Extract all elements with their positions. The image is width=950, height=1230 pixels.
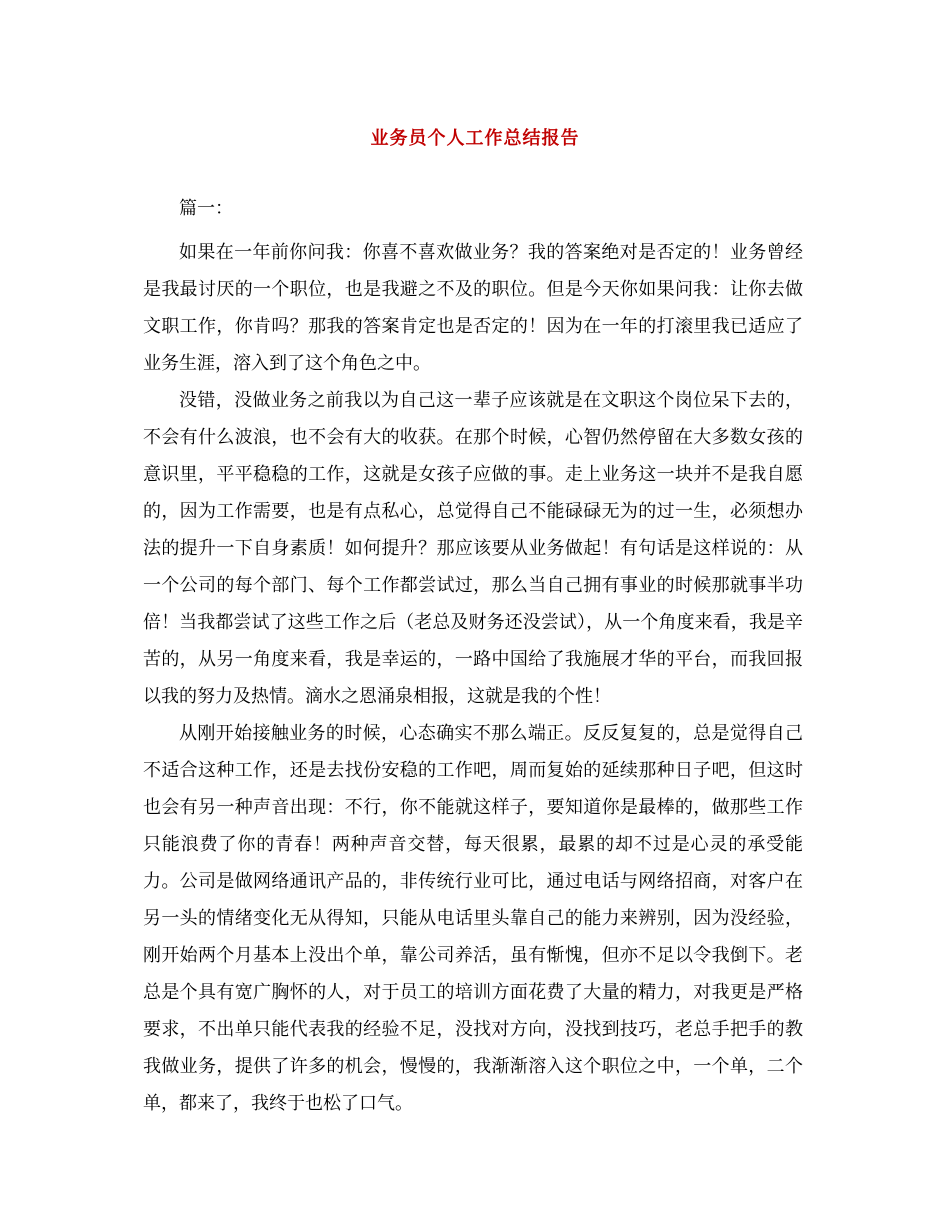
document-body [143, 190, 803, 1122]
paragraph-1: 如果在一年前你问我：你喜不喜欢做业务？我的答案绝对是否定的！业务曾经是我最讨厌的一个职位，也是我避之不及的职位。但是今天你如果问我：让你去做文职工作，你肯吗？那我的答案肯定也是否定的！因为在一年的打滚里我已适应了业务生涯，溶入到了这个角色之中。 [143, 242, 803, 374]
section-label: 篇一： [179, 198, 233, 219]
document-title: 业务员个人工作总结报告 [370, 128, 580, 149]
paragraph-3: 从刚开始接触业务的时候，心态确实不那么端正。反反复复的，总是觉得自己不适合这种工作，还是去找份安稳的工作吧，周而复始的延续那种日子吧，但这时也会有另一种声音出现：不行，你不能就这样子，要知道你是最棒的，做那些工作只能浪费了你的青春！两种声音交替，每天很累，最累的却不过是心灵的承受能力。公司是做网络通讯产品的，非传统行业可比，通过电话与网络招商，对客户在另一头的情绪变化无从得知，只能从电话里头靠自己的能力来辨别，因为没经验，刚开始两个月基本上没出个单，靠公司养活，虽有惭愧，但亦不足以令我倒下。老总是个具有宽广胸怀的人，对于员工的培训方面花费了大量的精力，对我更是严格要求，不出单只能代表我的经验不足，没找对方向，没找到技巧，老总手把手的教我做业务，提供了许多的机会，慢慢的，我渐渐溶入这个职位之中，一个单，二个单，都来了，我终于也松了口气。 [143, 723, 803, 1114]
paragraph-2: 没错，没做业务之前我以为自己这一辈子应该就是在文职这个岗位呆下去的，不会有什么波浪，也不会有大的收获。在那个时候，心智仍然停留在大多数女孩的意识里，平平稳稳的工作，这就是女孩子应做的事。走上业务这一块并不是我自愿的，因为工作需要，也是有点私心，总觉得自己不能碌碌无为的过一生，必须想办法的提升一下自身素质！如何提升？那应该要从业务做起！有句话是这样说的：从一个公司的每个部门、每个工作都尝试过，那么当自己拥有事业的时候那就事半功倍！当我都尝试了这些工作之后（老总及财务还没尝试），从一个角度来看，我是辛苦的，从另一角度来看，我是幸运的，一路中国给了我施展才华的平台，而我回报以我的努力及热情。滴水之恩涌泉相报，这就是我的个性！ [143, 390, 803, 707]
